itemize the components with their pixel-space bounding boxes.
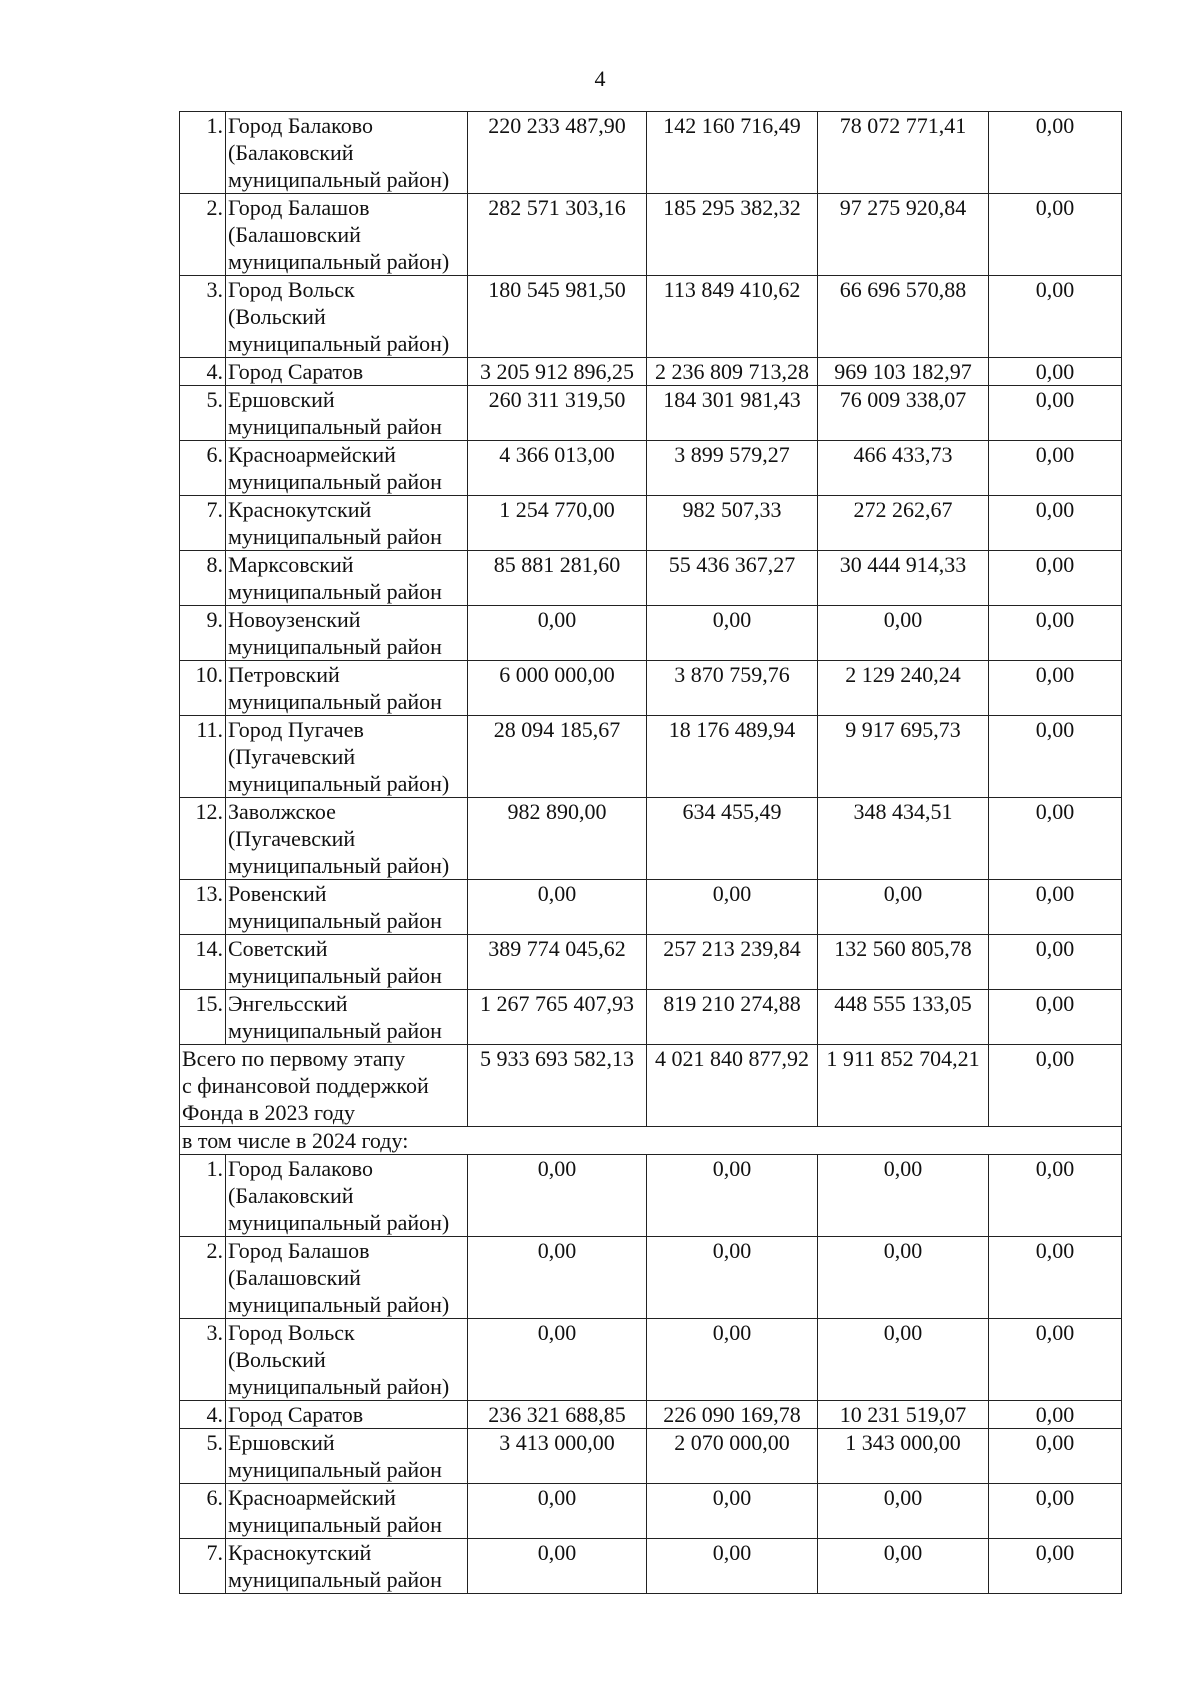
total-amount: 0,00	[468, 1484, 647, 1539]
row-number: 2.	[180, 194, 226, 276]
fund-amount: 0,00	[647, 1539, 818, 1594]
summary-fund: 4 021 840 877,92	[647, 1045, 818, 1127]
cell-line: Город Саратов	[228, 359, 364, 384]
row-number: 14.	[180, 935, 226, 990]
municipality-name	[226, 1484, 468, 1539]
table-row	[180, 496, 1122, 551]
region-amount: 348 434,51	[818, 798, 989, 880]
cell-line: Краснокутский	[228, 1540, 372, 1565]
municipality-name	[226, 112, 468, 194]
total-amount: 85 881 281,60	[468, 551, 647, 606]
cell-line: Всего по первому этапу	[182, 1046, 406, 1071]
local-amount: 0,00	[989, 441, 1122, 496]
cell-line: муниципальный район)	[228, 1210, 450, 1235]
row-number: 3.	[180, 276, 226, 358]
region-amount: 78 072 771,41	[818, 112, 989, 194]
total-amount: 0,00	[468, 1539, 647, 1594]
cell-line: муниципальный район	[228, 1457, 442, 1482]
cell-line: муниципальный район)	[228, 771, 450, 796]
total-amount: 0,00	[468, 1155, 647, 1237]
cell-line: Советский	[228, 936, 328, 961]
cell-line: Краснокутский	[228, 497, 372, 522]
table-row	[180, 990, 1122, 1045]
total-amount: 0,00	[468, 1237, 647, 1319]
municipality-name	[226, 1401, 468, 1429]
cell-line: муниципальный район)	[228, 249, 450, 274]
table-row	[180, 1319, 1122, 1401]
cell-line: Город Балашов	[228, 1238, 370, 1263]
region-amount: 0,00	[818, 880, 989, 935]
municipality-name	[226, 798, 468, 880]
local-amount: 0,00	[989, 1155, 1122, 1237]
table-row	[180, 1401, 1122, 1429]
region-amount: 132 560 805,78	[818, 935, 989, 990]
total-amount: 982 890,00	[468, 798, 647, 880]
total-amount: 220 233 487,90	[468, 112, 647, 194]
region-amount: 272 262,67	[818, 496, 989, 551]
total-amount: 282 571 303,16	[468, 194, 647, 276]
table-row	[180, 1429, 1122, 1484]
total-amount: 180 545 981,50	[468, 276, 647, 358]
cell-line: Красноармейский	[228, 442, 396, 467]
summary-row	[180, 1045, 1122, 1127]
row-number: 1.	[180, 112, 226, 194]
local-amount: 0,00	[989, 880, 1122, 935]
local-amount: 0,00	[989, 1401, 1122, 1429]
cell-line: муниципальный район	[228, 908, 442, 933]
municipality-name	[226, 1155, 468, 1237]
municipality-name	[226, 990, 468, 1045]
local-amount: 0,00	[989, 990, 1122, 1045]
table-row	[180, 551, 1122, 606]
table-row	[180, 441, 1122, 496]
fund-amount: 3 899 579,27	[647, 441, 818, 496]
fund-amount: 257 213 239,84	[647, 935, 818, 990]
region-amount: 0,00	[818, 606, 989, 661]
total-amount: 3 413 000,00	[468, 1429, 647, 1484]
row-number: 7.	[180, 496, 226, 551]
cell-line: Город Балашов	[228, 195, 370, 220]
cell-line: (Вольский	[228, 1347, 326, 1372]
region-amount: 10 231 519,07	[818, 1401, 989, 1429]
row-number: 15.	[180, 990, 226, 1045]
table-row	[180, 661, 1122, 716]
total-amount: 1 254 770,00	[468, 496, 647, 551]
cell-line: муниципальный район	[228, 414, 442, 439]
fund-amount: 113 849 410,62	[647, 276, 818, 358]
local-amount: 0,00	[989, 1319, 1122, 1401]
row-number: 1.	[180, 1155, 226, 1237]
row-number: 7.	[180, 1539, 226, 1594]
cell-line: муниципальный район)	[228, 853, 450, 878]
cell-line: муниципальный район)	[228, 1292, 450, 1317]
cell-line: (Пугачевский	[228, 826, 356, 851]
cell-line: Город Вольск	[228, 277, 355, 302]
cell-line: (Балашовский	[228, 222, 361, 247]
municipality-name	[226, 880, 468, 935]
region-amount: 0,00	[818, 1484, 989, 1539]
local-amount: 0,00	[989, 661, 1122, 716]
municipality-name	[226, 441, 468, 496]
cell-line: (Пугачевский	[228, 744, 356, 769]
local-amount: 0,00	[989, 798, 1122, 880]
region-amount: 0,00	[818, 1319, 989, 1401]
row-number: 5.	[180, 1429, 226, 1484]
total-amount: 389 774 045,62	[468, 935, 647, 990]
total-amount: 28 094 185,67	[468, 716, 647, 798]
local-amount: 0,00	[989, 358, 1122, 386]
municipality-name	[226, 661, 468, 716]
region-amount: 76 009 338,07	[818, 386, 989, 441]
region-amount: 466 433,73	[818, 441, 989, 496]
table-row	[180, 1539, 1122, 1594]
table-row	[180, 606, 1122, 661]
fund-amount: 0,00	[647, 1319, 818, 1401]
fund-amount: 0,00	[647, 1237, 818, 1319]
cell-line: муниципальный район)	[228, 331, 450, 356]
section-heading: в том числе в 2024 году:	[180, 1127, 1122, 1155]
fund-amount: 634 455,49	[647, 798, 818, 880]
table-row	[180, 112, 1122, 194]
municipality-name	[226, 386, 468, 441]
fund-amount: 2 236 809 713,28	[647, 358, 818, 386]
fund-amount: 226 090 169,78	[647, 1401, 818, 1429]
region-amount: 9 917 695,73	[818, 716, 989, 798]
page-number: 4	[594, 66, 606, 91]
section-heading-row	[180, 1127, 1122, 1155]
region-amount: 66 696 570,88	[818, 276, 989, 358]
row-number: 3.	[180, 1319, 226, 1401]
table-row	[180, 798, 1122, 880]
municipality-name	[226, 1429, 468, 1484]
cell-line: муниципальный район	[228, 634, 442, 659]
cell-line: (Балаковский	[228, 140, 354, 165]
row-number: 5.	[180, 386, 226, 441]
fund-amount: 819 210 274,88	[647, 990, 818, 1045]
municipality-name	[226, 606, 468, 661]
local-amount: 0,00	[989, 1484, 1122, 1539]
cell-line: Красноармейский	[228, 1485, 396, 1510]
cell-line: Город Балаково	[228, 1156, 373, 1181]
cell-line: (Балашовский	[228, 1265, 361, 1290]
summary-label	[180, 1045, 468, 1127]
row-number: 12.	[180, 798, 226, 880]
total-amount: 260 311 319,50	[468, 386, 647, 441]
region-amount: 448 555 133,05	[818, 990, 989, 1045]
cell-line: муниципальный район)	[228, 1374, 450, 1399]
table-row	[180, 358, 1122, 386]
row-number: 9.	[180, 606, 226, 661]
local-amount: 0,00	[989, 1429, 1122, 1484]
local-amount: 0,00	[989, 606, 1122, 661]
fund-amount: 185 295 382,32	[647, 194, 818, 276]
fund-amount: 0,00	[647, 1155, 818, 1237]
cell-line: Ершовский	[228, 1430, 335, 1455]
cell-line: с финансовой поддержкой	[182, 1073, 429, 1098]
municipality-name	[226, 194, 468, 276]
region-amount: 0,00	[818, 1539, 989, 1594]
cell-line: Фонда в 2023 году	[182, 1100, 356, 1125]
local-amount: 0,00	[989, 496, 1122, 551]
local-amount: 0,00	[989, 276, 1122, 358]
table-row	[180, 880, 1122, 935]
total-amount: 0,00	[468, 1319, 647, 1401]
municipality-name	[226, 1539, 468, 1594]
municipality-name	[226, 496, 468, 551]
region-amount: 969 103 182,97	[818, 358, 989, 386]
cell-line: Заволжское	[228, 799, 336, 824]
row-number: 10.	[180, 661, 226, 716]
cell-line: Новоузенский	[228, 607, 361, 632]
cell-line: муниципальный район)	[228, 167, 450, 192]
local-amount: 0,00	[989, 1539, 1122, 1594]
table-row	[180, 1155, 1122, 1237]
summary-local: 0,00	[989, 1045, 1122, 1127]
total-amount: 0,00	[468, 880, 647, 935]
financing-table	[179, 111, 1122, 1594]
local-amount: 0,00	[989, 1237, 1122, 1319]
fund-amount: 0,00	[647, 1484, 818, 1539]
cell-line: Энгельсский	[228, 991, 348, 1016]
cell-line: муниципальный район	[228, 579, 442, 604]
cell-line: Петровский	[228, 662, 340, 687]
local-amount: 0,00	[989, 386, 1122, 441]
municipality-name	[226, 716, 468, 798]
cell-line: Ершовский	[228, 387, 335, 412]
cell-line: муниципальный район	[228, 963, 442, 988]
municipality-name	[226, 1319, 468, 1401]
local-amount: 0,00	[989, 551, 1122, 606]
cell-line: муниципальный район	[228, 1512, 442, 1537]
table-row	[180, 1237, 1122, 1319]
row-number: 4.	[180, 358, 226, 386]
cell-line: Город Пугачев	[228, 717, 364, 742]
cell-line: Город Балаково	[228, 113, 373, 138]
table-row	[180, 1484, 1122, 1539]
local-amount: 0,00	[989, 112, 1122, 194]
cell-line: (Вольский	[228, 304, 326, 329]
table-row	[180, 276, 1122, 358]
table-row	[180, 194, 1122, 276]
total-amount: 3 205 912 896,25	[468, 358, 647, 386]
municipality-name	[226, 276, 468, 358]
region-amount: 0,00	[818, 1155, 989, 1237]
cell-line: Ровенский	[228, 881, 327, 906]
total-amount: 0,00	[468, 606, 647, 661]
summary-region: 1 911 852 704,21	[818, 1045, 989, 1127]
fund-amount: 2 070 000,00	[647, 1429, 818, 1484]
row-number: 11.	[180, 716, 226, 798]
summary-total: 5 933 693 582,13	[468, 1045, 647, 1127]
total-amount: 6 000 000,00	[468, 661, 647, 716]
fund-amount: 0,00	[647, 606, 818, 661]
local-amount: 0,00	[989, 716, 1122, 798]
cell-line: (Балаковский	[228, 1183, 354, 1208]
region-amount: 30 444 914,33	[818, 551, 989, 606]
cell-line: Марксовский	[228, 552, 354, 577]
fund-amount: 142 160 716,49	[647, 112, 818, 194]
cell-line: муниципальный район	[228, 1018, 442, 1043]
row-number: 13.	[180, 880, 226, 935]
table-row	[180, 386, 1122, 441]
row-number: 4.	[180, 1401, 226, 1429]
table-row	[180, 935, 1122, 990]
fund-amount: 0,00	[647, 880, 818, 935]
municipality-name	[226, 358, 468, 386]
cell-line: муниципальный район	[228, 524, 442, 549]
row-number: 2.	[180, 1237, 226, 1319]
municipality-name	[226, 935, 468, 990]
cell-line: муниципальный район	[228, 1567, 442, 1592]
row-number: 8.	[180, 551, 226, 606]
local-amount: 0,00	[989, 935, 1122, 990]
region-amount: 2 129 240,24	[818, 661, 989, 716]
row-number: 6.	[180, 1484, 226, 1539]
cell-line: муниципальный район	[228, 469, 442, 494]
cell-line: Город Вольск	[228, 1320, 355, 1345]
local-amount: 0,00	[989, 194, 1122, 276]
fund-amount: 184 301 981,43	[647, 386, 818, 441]
cell-line: Город Саратов	[228, 1402, 364, 1427]
cell-line: муниципальный район	[228, 689, 442, 714]
region-amount: 97 275 920,84	[818, 194, 989, 276]
fund-amount: 55 436 367,27	[647, 551, 818, 606]
fund-amount: 3 870 759,76	[647, 661, 818, 716]
region-amount: 0,00	[818, 1237, 989, 1319]
fund-amount: 18 176 489,94	[647, 716, 818, 798]
fund-amount: 982 507,33	[647, 496, 818, 551]
table-row	[180, 716, 1122, 798]
total-amount: 4 366 013,00	[468, 441, 647, 496]
total-amount: 1 267 765 407,93	[468, 990, 647, 1045]
total-amount: 236 321 688,85	[468, 1401, 647, 1429]
row-number: 6.	[180, 441, 226, 496]
municipality-name	[226, 1237, 468, 1319]
municipality-name	[226, 551, 468, 606]
region-amount: 1 343 000,00	[818, 1429, 989, 1484]
